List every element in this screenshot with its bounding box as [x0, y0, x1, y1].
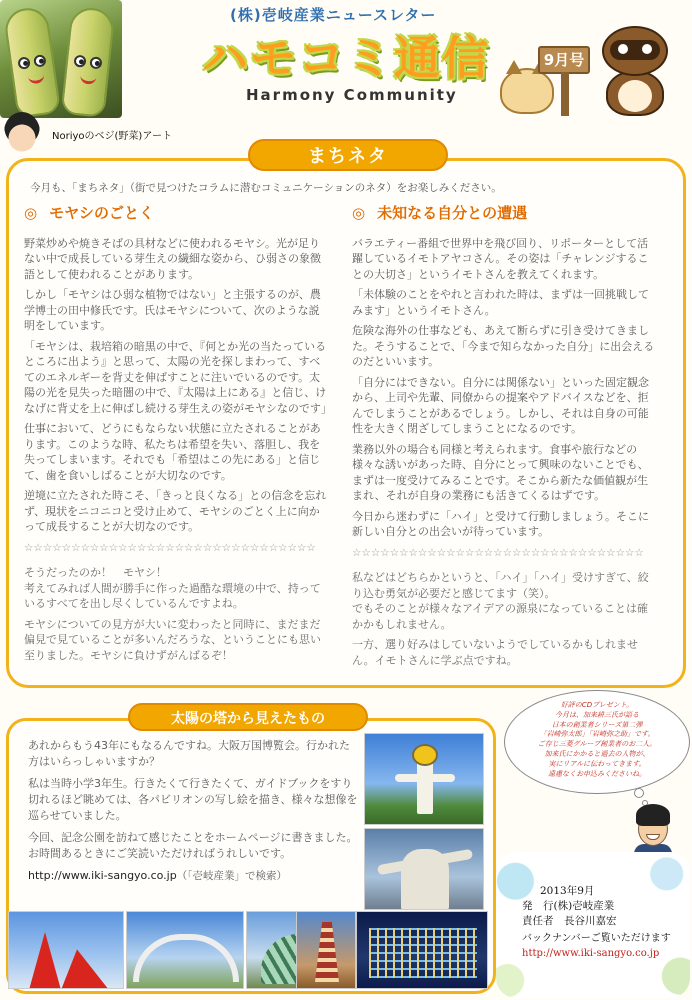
issuer-label: 発 行 — [522, 900, 554, 912]
star-divider: ☆☆☆☆☆☆☆☆☆☆☆☆☆☆☆☆☆☆☆☆☆☆☆☆☆☆☆☆☆☆☆ — [24, 541, 316, 554]
imoto-title: ◎ 未知なる自分との遭遇 — [352, 204, 528, 222]
tower-of-sun-photo — [364, 733, 484, 825]
paragraph: 私は当時小学3年生。行きたくて行きたくて、ガイドブックをすり切れるほど眺めては、各パビリオンの写し絵を描き、様々な想像を巡らせていました。 — [28, 777, 358, 822]
cat-illustration — [500, 68, 554, 114]
paragraph: 野菜炒めや焼きそばの具材などに使われるモヤシ。光が足りない中で成長している芽生えの繊細な姿から、ひ弱さの象徴語として使われることがあります。 — [24, 236, 321, 281]
manager-label: 責任者 — [522, 915, 554, 927]
paragraph: あれからもう43年にもなるんですね。大阪万国博覧会。行かれた方はいらっしゃいますか？ — [28, 739, 350, 768]
paragraph: 今回、記念公園を訪ねて感じたことをホームページに書きました。お時間あるときにご笑読いただければうれしいです。 — [28, 831, 358, 860]
imoto-column — [352, 206, 658, 673]
paragraph: 「未体験のことをやれと言われた時は、まずは一回挑戦してみます」というイモトさん。 — [352, 288, 649, 317]
manager-row — [522, 914, 682, 929]
publisher-url[interactable]: http://www.iki-sangyo.co.jp — [522, 948, 660, 959]
afterword-line: 一方、選り好みはしていないようでしているかもしれません。イモトさんに学ぶ点ですね。 — [352, 638, 638, 667]
homepage-url-line — [28, 868, 360, 884]
issuer-row — [522, 899, 682, 914]
noriyo-avatar — [4, 112, 40, 152]
publisher-info — [522, 884, 682, 961]
paragraph: バラエティー番組で世界中を飛び回り、リポーターとして活躍しているイモトアヤコさん。その姿は「チャレンジすることの大切さ」というイモトさんを教えてくれます。 — [352, 236, 649, 281]
afterword-line: でもそのことが様々なアイデアの源泉になっていることは確かかもしれません。 — [352, 602, 649, 631]
tanuki-mascot — [596, 26, 676, 118]
tower-of-sun-back-photo — [364, 828, 484, 910]
moyashi-column — [24, 206, 330, 668]
backnumber-note: バックナンバーご覧いただけます — [522, 933, 671, 944]
corn-figure-left — [3, 5, 62, 118]
bullet-mark: ◎ — [352, 204, 366, 222]
paragraph: 仕事において、どうにもならない状態に立たされることがあります。このような時、私たちは希望を失い、落胆し、我を失ってしまいます。それでも「希望はこの先にある」と信じて、歯を食いしばることが大切なのです。 — [24, 422, 321, 482]
company-newsletter-label: (株)壱岐産業ニュースレター — [230, 6, 437, 24]
moyashi-title: ◎ モヤシのごとく — [24, 204, 154, 222]
star-divider: ☆☆☆☆☆☆☆☆☆☆☆☆☆☆☆☆☆☆☆☆☆☆☆☆☆☆☆☆☆☆☆ — [352, 546, 644, 559]
search-note: （「壱岐産業」で検索） — [176, 870, 287, 882]
bubble-line: 加来氏にかかると過去の人物が、 — [544, 749, 650, 758]
bubble-line: 日本の創業者シリーズ第二弾 — [551, 720, 643, 729]
author-caricature — [632, 804, 674, 852]
sign-post — [561, 72, 569, 116]
vegetable-art-photo — [0, 0, 122, 118]
bubble-line: 実にリアルに伝わってきます。 — [548, 759, 646, 768]
afterword-line: 考えてみれば人間が勝手に作った過酷な環境の中で、持っているすべてを出し尽くしているんですよね。 — [24, 581, 321, 610]
afterword-line: モヤシについての見方が大いに変わったと同時に、まだまだ偏見で見ていることが多いんだろうな、ということにも思い至りました。モヤシに負けずがんばるぞ！ — [24, 617, 321, 662]
paragraph: 「モヤシは、栽培箱の暗黒の中で、『何とか光の当たっているところに出よう』と思って、太陽の光を探しまわって、すべてのエネルギーを背丈を伸ばすことに注いでいるのです。太陽の光を見失った暗闇の中で、『太陽は上にある』と信じ、けなげに背丈を上に伸ばし続ける芽生えの姿がモヤシなのです」 — [24, 339, 332, 415]
bubble-line: 遠慮なくお申込みくださいね。 — [548, 769, 646, 778]
pavilion-photo — [126, 911, 244, 989]
suntower-tab: 太陽の塔から見えたもの — [128, 703, 368, 731]
bubble-line: 「岩崎弥太郎」「岩崎弥之助」です。 — [539, 730, 655, 739]
bubble-line: 好評のCDプレゼント。 — [560, 701, 634, 709]
issuer-name: (株)壱岐産業 — [553, 900, 615, 912]
bubble-tail — [634, 788, 644, 798]
suntower-story — [28, 738, 360, 884]
night-pavilion-photo — [356, 911, 488, 989]
afterword-line: 私などはどちらかというと、「ハイ」「ハイ」受けすぎて、絞り込む勇気が必要だと感じてます（笑）。 — [352, 571, 649, 600]
photo-credit: Noriyoのベジ(野菜)アート — [52, 131, 173, 142]
pagoda-photo — [296, 911, 356, 989]
cd-present-bubble — [504, 690, 690, 794]
afterword-line: そうだったのか！ モヤシ！ — [24, 566, 167, 579]
masthead-title: ハモコミ通信 — [202, 31, 490, 85]
bubble-line: ご存じ三菱グループ創業者のお二人。 — [537, 740, 657, 749]
paragraph: 「自分にはできない。自分には関係ない」といった固定観念から、上司や先輩、同僚からの提案やアドバイスなどを、拒んでしまうことがあるでしょう。しかし、それは自身の可能性を大きく閉ざしてしまうことになるのです。 — [352, 375, 649, 435]
month-sign: 9月号 — [538, 46, 590, 74]
masthead-subtitle: Harmony Community — [246, 86, 458, 104]
pavilion-photo — [8, 911, 124, 989]
homepage-link[interactable]: http://www.iki-sangyo.co.jp — [28, 869, 177, 882]
paragraph: 逆境に立たされた時こそ、「きっと良くなる」との信念を忘れず、現状をニコニコと受け止めて、モヤシのごとく上に向かって成長することが大切なのです。 — [24, 489, 327, 533]
issue-date: 2013年9月 — [540, 885, 595, 897]
paragraph: 危険な海外の仕事なども、あえて断らずに引き受けてきました。そうすることで、「今まで知らなかった自分」に出会えるのだといいます。 — [352, 324, 655, 368]
bubble-line: 今月は、加来耕三氏が語る — [555, 710, 639, 719]
machineta-tab: まちネタ — [248, 139, 448, 171]
bullet-mark: ◎ — [24, 204, 38, 222]
corn-figure-right — [60, 6, 115, 118]
paragraph: 業務以外の場合も同様と考えられます。食事や旅行などの様々な誘いがあった時、自分にとって興味のないことでも、まずは一度受けてみることです。そこから新たな価値観が生まれ、それが自身の業務にも活きてくるはずです。 — [352, 442, 649, 502]
machineta-intro: 今月も、「まちネタ」（街で見つけたコラムに潜むコミュニケーションのネタ）をお楽しみください。 — [30, 182, 502, 194]
manager-name: 長谷川嘉宏 — [564, 915, 617, 927]
paragraph: しかし「モヤシはひ弱な植物ではない」と主張するのが、農学博士の田中修氏です。氏はモヤシについて、次のような説明をしています。 — [24, 288, 321, 332]
paragraph: 今日から迷わずに「ハイ」と受けて行動しましょう。そこに新しい自分との出会いが待っています。 — [352, 509, 649, 538]
